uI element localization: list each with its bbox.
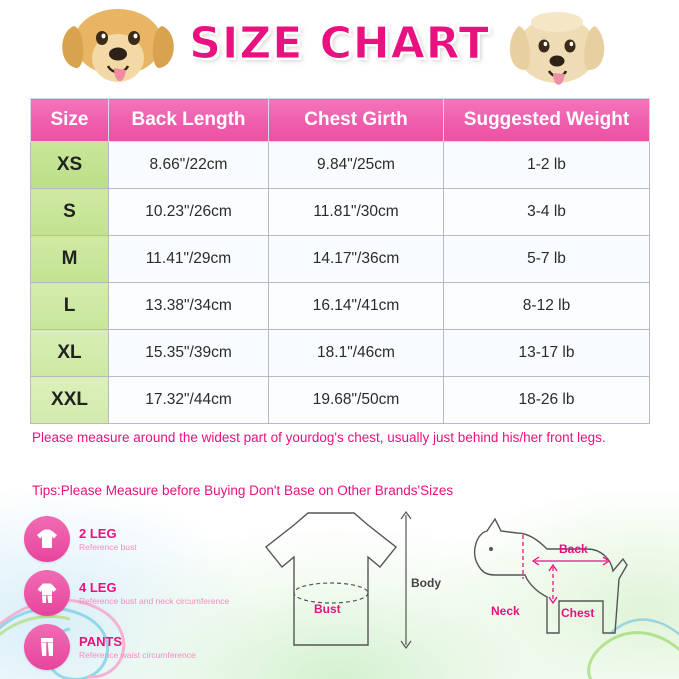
cell-back-length: 10.23"/26cm xyxy=(109,189,269,236)
cell-back-length: 8.66"/22cm xyxy=(109,142,269,189)
cell-chest-girth: 19.68"/50cm xyxy=(269,377,444,424)
cell-size: XS xyxy=(31,142,109,189)
cell-chest-girth: 16.14"/41cm xyxy=(269,283,444,330)
header-back-length: Back Length xyxy=(109,99,269,142)
cell-size: L xyxy=(31,283,109,330)
table-row xyxy=(31,330,650,377)
measure-note: Please measure around the widest part of yourdog's chest, usually just behind his/her front legs. xyxy=(32,430,606,445)
table-row xyxy=(31,236,650,283)
shirt-bust-label: Bust xyxy=(314,602,341,616)
cell-back-length: 13.38"/34cm xyxy=(109,283,269,330)
table-row xyxy=(31,189,650,236)
legend-title: 2 LEG xyxy=(79,525,117,541)
header-suggested-weight: Suggested Weight xyxy=(444,99,650,142)
legend xyxy=(24,512,239,674)
legend-title: PANTS xyxy=(79,633,123,649)
table-row xyxy=(31,377,650,424)
cell-suggested-weight: 3-4 lb xyxy=(444,189,650,236)
pants-icon xyxy=(24,624,70,670)
page-title: SIZE CHART xyxy=(189,18,490,69)
cell-chest-girth: 11.81"/30cm xyxy=(269,189,444,236)
legend-text-2-leg xyxy=(79,526,137,553)
legend-item-2-leg xyxy=(24,512,239,566)
cell-suggested-weight: 8-12 lb xyxy=(444,283,650,330)
header-size: Size xyxy=(31,99,109,142)
four-leg-suit-icon xyxy=(24,570,70,616)
size-table-wrap xyxy=(30,98,649,424)
cell-suggested-weight: 5-7 lb xyxy=(444,236,650,283)
cell-suggested-weight: 13-17 lb xyxy=(444,330,650,377)
cell-chest-girth: 14.17"/36cm xyxy=(269,236,444,283)
legend-text-4-leg xyxy=(79,580,229,607)
cell-size: XXL xyxy=(31,377,109,424)
table-header-row xyxy=(31,99,650,142)
tips-note: Tips:Please Measure before Buying Don't Base on Other Brands'Sizes xyxy=(32,483,454,498)
cell-chest-girth: 18.1"/46cm xyxy=(269,330,444,377)
dog-measurement-diagram xyxy=(455,505,655,665)
legend-text-pants xyxy=(79,634,196,661)
header-chest-girth: Chest Girth xyxy=(269,99,444,142)
cell-back-length: 17.32"/44cm xyxy=(109,377,269,424)
cell-back-length: 11.41"/29cm xyxy=(109,236,269,283)
legend-sub: Reference bust xyxy=(79,541,137,552)
cell-suggested-weight: 18-26 lb xyxy=(444,377,650,424)
cell-size: S xyxy=(31,189,109,236)
legend-item-pants xyxy=(24,620,239,674)
dog-back-label: Back xyxy=(559,542,588,556)
legend-item-4-leg xyxy=(24,566,239,620)
cell-suggested-weight: 1-2 lb xyxy=(444,142,650,189)
shirt-measurement-diagram xyxy=(246,505,446,665)
dog-chest-label: Chest xyxy=(561,606,595,620)
cell-back-length: 15.35"/39cm xyxy=(109,330,269,377)
legend-sub: Reference waist circumference xyxy=(79,649,196,660)
cell-size: XL xyxy=(31,330,109,377)
legend-title: 4 LEG xyxy=(79,579,117,595)
size-table xyxy=(30,98,650,424)
legend-sub: Reference bust and neck circumference xyxy=(79,595,230,606)
page-title-wrap xyxy=(0,18,679,69)
table-row xyxy=(31,283,650,330)
table-row xyxy=(31,142,650,189)
two-leg-shirt-icon xyxy=(24,516,70,562)
dog-neck-label: Neck xyxy=(491,604,520,618)
cell-chest-girth: 9.84"/25cm xyxy=(269,142,444,189)
shirt-body-label: Body xyxy=(411,576,441,590)
cell-size: M xyxy=(31,236,109,283)
